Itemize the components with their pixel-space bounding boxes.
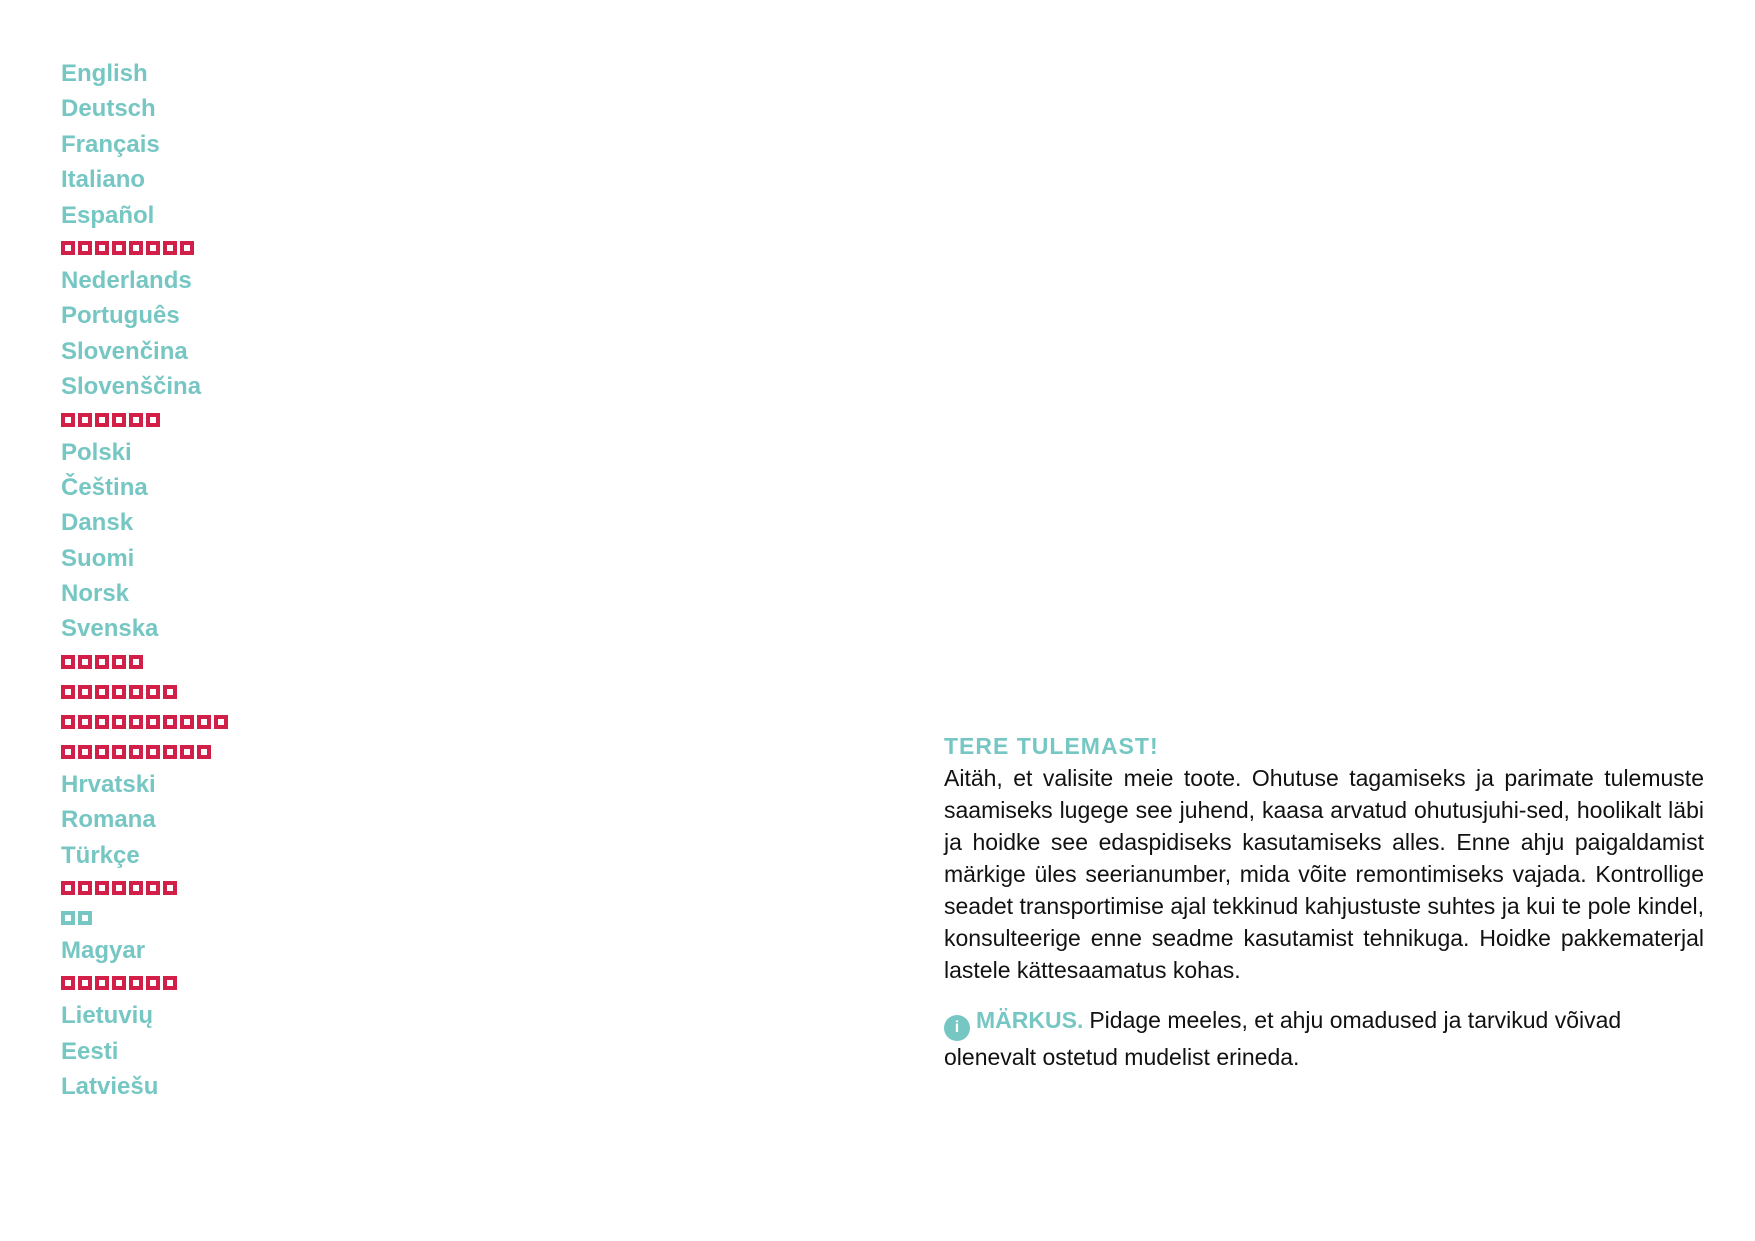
language-item[interactable]: Polski [61, 438, 132, 466]
language-item[interactable]: Magyar [61, 937, 146, 965]
missing-glyph-icon [180, 745, 194, 759]
welcome-heading: TERE TULEMAST! [944, 733, 1159, 759]
missing-glyph-icon [95, 745, 109, 759]
language-item[interactable]: Slovenščina [61, 373, 202, 401]
intro-paragraph: Aitäh, et valisite meie toote. Ohutuse tagamiseks ja parimate tulemuste saamiseks lugege see juhend, kaasa arvatud ohutusjuhi-sed, hoolikalt läbi ja hoidke see edaspidiseks kasutamiseks alles. Enne ahju paigaldamist märkige üles seerianumber, mida võite remontimiseks vajada. Kontrollige seadet transportimise ajal tekkinud kahjustuste suhtes ja kui te pole kindel, konsulteerige enne seadme kasutamist tehnikuga. Hoidke pakkematerjal lastele kättesaamatus kohas. [944, 765, 1704, 983]
language-item[interactable]: Čeština [61, 473, 148, 501]
missing-glyph-icon [78, 976, 92, 990]
language-item-unrendered[interactable] [61, 968, 301, 998]
missing-glyph-icon [112, 976, 126, 990]
missing-glyph-icon [95, 715, 109, 729]
missing-glyph-icon [129, 413, 143, 427]
missing-glyph-icon [146, 881, 160, 895]
info-icon: i [944, 1015, 970, 1041]
language-item[interactable]: Svenska [61, 615, 159, 643]
missing-glyph-icon [95, 976, 109, 990]
missing-glyph-icon [61, 976, 75, 990]
language-item[interactable]: Français [61, 130, 160, 158]
note-block [944, 1004, 1704, 1073]
missing-glyph-icon [146, 413, 160, 427]
language-item[interactable]: Hrvatski [61, 770, 156, 798]
language-item-unrendered[interactable] [61, 233, 301, 263]
missing-glyph-icon [163, 241, 177, 255]
language-item[interactable]: Norsk [61, 580, 130, 608]
language-item[interactable]: Latviešu [61, 1073, 159, 1101]
language-item-unrendered[interactable] [61, 903, 301, 933]
language-item[interactable]: Italiano [61, 166, 146, 194]
missing-glyph-icon [112, 745, 126, 759]
missing-glyph-icon [61, 911, 75, 925]
missing-glyph-icon [112, 715, 126, 729]
language-item[interactable]: Lietuvių [61, 1002, 154, 1030]
missing-glyph-icon [95, 413, 109, 427]
missing-glyph-icon [180, 715, 194, 729]
missing-glyph-icon [78, 685, 92, 699]
missing-glyph-icon [146, 685, 160, 699]
language-item[interactable]: Nederlands [61, 266, 192, 294]
missing-glyph-icon [129, 241, 143, 255]
missing-glyph-icon [146, 715, 160, 729]
content-section [944, 730, 1704, 1073]
missing-glyph-icon [146, 241, 160, 255]
missing-glyph-icon [129, 715, 143, 729]
missing-glyph-icon [95, 655, 109, 669]
missing-glyph-icon [95, 241, 109, 255]
language-item-unrendered[interactable] [61, 737, 301, 767]
missing-glyph-icon [112, 241, 126, 255]
language-item-unrendered[interactable] [61, 677, 301, 707]
missing-glyph-icon [146, 976, 160, 990]
missing-glyph-icon [146, 745, 160, 759]
missing-glyph-icon [163, 715, 177, 729]
missing-glyph-icon [163, 745, 177, 759]
missing-glyph-icon [95, 685, 109, 699]
missing-glyph-icon [78, 241, 92, 255]
missing-glyph-icon [214, 715, 228, 729]
language-item[interactable]: Español [61, 201, 155, 229]
missing-glyph-icon [197, 745, 211, 759]
language-item-unrendered[interactable] [61, 707, 301, 737]
missing-glyph-icon [61, 715, 75, 729]
language-item[interactable]: Slovenčina [61, 337, 188, 365]
missing-glyph-icon [163, 976, 177, 990]
missing-glyph-icon [197, 715, 211, 729]
missing-glyph-icon [112, 655, 126, 669]
missing-glyph-icon [78, 881, 92, 895]
language-item[interactable]: Romana [61, 806, 156, 834]
language-item-unrendered[interactable] [61, 873, 301, 903]
missing-glyph-icon [180, 241, 194, 255]
language-item[interactable]: Deutsch [61, 95, 156, 123]
missing-glyph-icon [78, 413, 92, 427]
language-item[interactable]: English [61, 60, 148, 87]
missing-glyph-icon [112, 413, 126, 427]
note-label: MÄRKUS. [976, 1007, 1084, 1033]
language-item[interactable]: Português [61, 302, 180, 330]
missing-glyph-icon [78, 715, 92, 729]
language-item[interactable]: Eesti [61, 1037, 119, 1065]
missing-glyph-icon [163, 881, 177, 895]
missing-glyph-icon [129, 655, 143, 669]
missing-glyph-icon [129, 881, 143, 895]
missing-glyph-icon [61, 685, 75, 699]
language-item[interactable]: Türkçe [61, 841, 140, 869]
missing-glyph-icon [112, 881, 126, 895]
missing-glyph-icon [78, 655, 92, 669]
language-item-unrendered[interactable] [61, 405, 301, 435]
missing-glyph-icon [61, 745, 75, 759]
missing-glyph-icon [95, 881, 109, 895]
language-item[interactable]: Suomi [61, 544, 135, 572]
language-list [61, 56, 301, 1105]
missing-glyph-icon [78, 911, 92, 925]
missing-glyph-icon [129, 745, 143, 759]
missing-glyph-icon [129, 976, 143, 990]
note-text: Pidage meeles, et ahju omadused ja tarvikud võivad olenevalt ostetud mudelist erineda. [944, 1007, 1622, 1070]
missing-glyph-icon [129, 685, 143, 699]
language-item[interactable]: Dansk [61, 509, 134, 537]
missing-glyph-icon [78, 745, 92, 759]
language-item-unrendered[interactable] [61, 647, 301, 677]
missing-glyph-icon [163, 685, 177, 699]
missing-glyph-icon [61, 241, 75, 255]
missing-glyph-icon [61, 413, 75, 427]
missing-glyph-icon [61, 655, 75, 669]
missing-glyph-icon [61, 881, 75, 895]
missing-glyph-icon [112, 685, 126, 699]
